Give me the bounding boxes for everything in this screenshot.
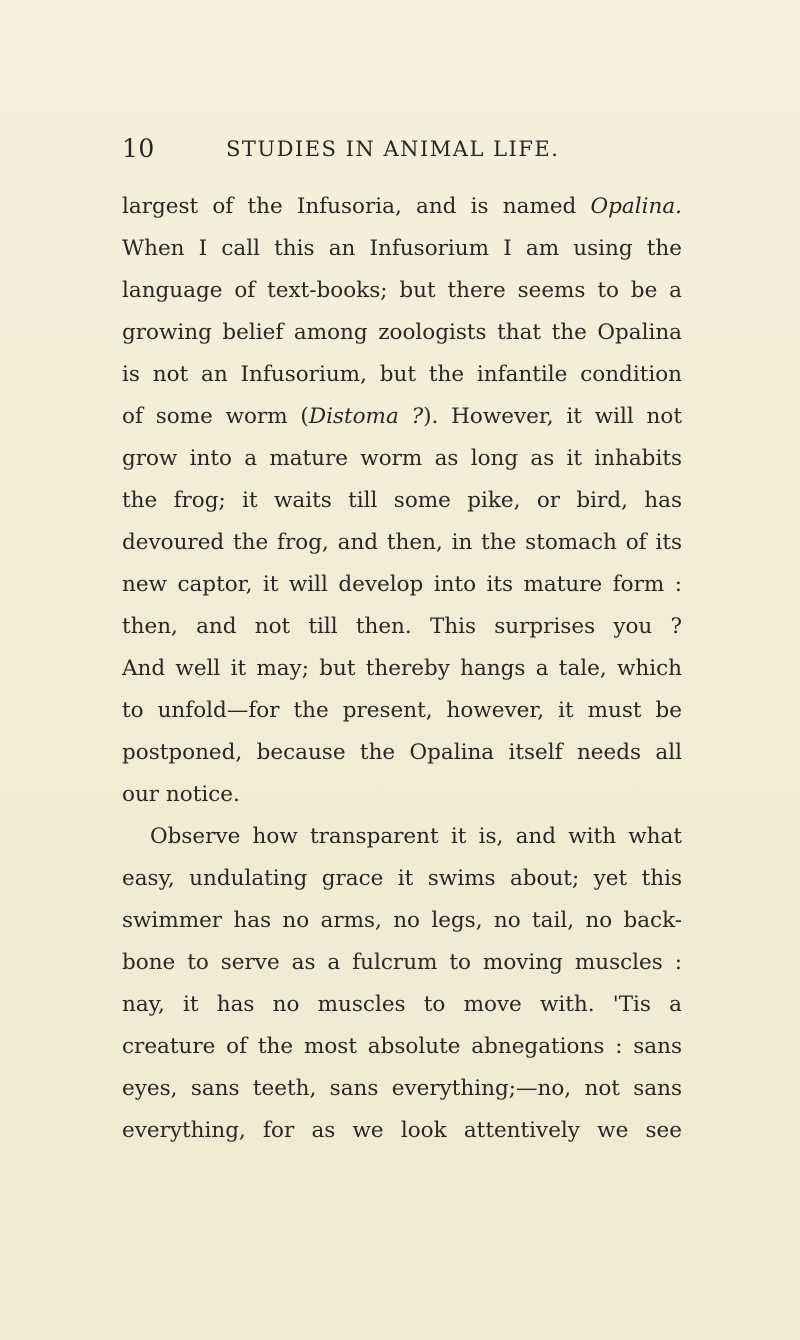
text-line: is not an Infusorium, but the infantile condition [122, 362, 682, 387]
text-line: easy, undulating grace it swims about; yet this [122, 866, 682, 891]
text-line: of some worm (Distoma ?). However, it will not [122, 404, 682, 429]
text-line: the frog; it waits till some pike, or bird, has [122, 488, 682, 513]
italic-term: Distoma ? [308, 404, 424, 429]
text-line: to unfold—for the present, however, it must be [122, 698, 682, 723]
text-line: bone to serve as a fulcrum to moving muscles : [122, 950, 682, 975]
text-line: When I call this an Infusorium I am using the [122, 236, 682, 261]
text-line: new captor, it will develop into its mature form : [122, 572, 682, 597]
page-number: 10 [122, 134, 155, 163]
italic-term: Opalina. [590, 194, 682, 219]
text-line: everything, for as we look attentively we see [122, 1118, 682, 1143]
text-line: eyes, sans teeth, sans everything;—no, not sans [122, 1076, 682, 1101]
text-line: And well it may; but thereby hangs a tale, which [122, 656, 682, 681]
running-head: STUDIES IN ANIMAL LIFE. [226, 137, 560, 161]
text-line: nay, it has no muscles to move with. 'Tis a [122, 992, 682, 1017]
text-line: our notice. [122, 782, 240, 807]
text-line: grow into a mature worm as long as it inhabits [122, 446, 682, 471]
text-line: then, and not till then. This surprises you ? [122, 614, 682, 639]
page-header [122, 134, 682, 164]
text-line: Observe how transparent it is, and with what [150, 824, 682, 849]
text-line: growing belief among zoologists that the Opalina [122, 320, 682, 345]
text-line: creature of the most absolute abnegations : sans [122, 1034, 682, 1059]
text-line: postponed, because the Opalina itself needs all [122, 740, 682, 765]
text-line: largest of the Infusoria, and is named Opalina. [122, 194, 682, 219]
text-line: swimmer has no arms, no legs, no tail, no back- [122, 908, 682, 933]
text-line: devoured the frog, and then, in the stomach of its [122, 530, 682, 555]
text-line: language of text-books; but there seems to be a [122, 278, 682, 303]
